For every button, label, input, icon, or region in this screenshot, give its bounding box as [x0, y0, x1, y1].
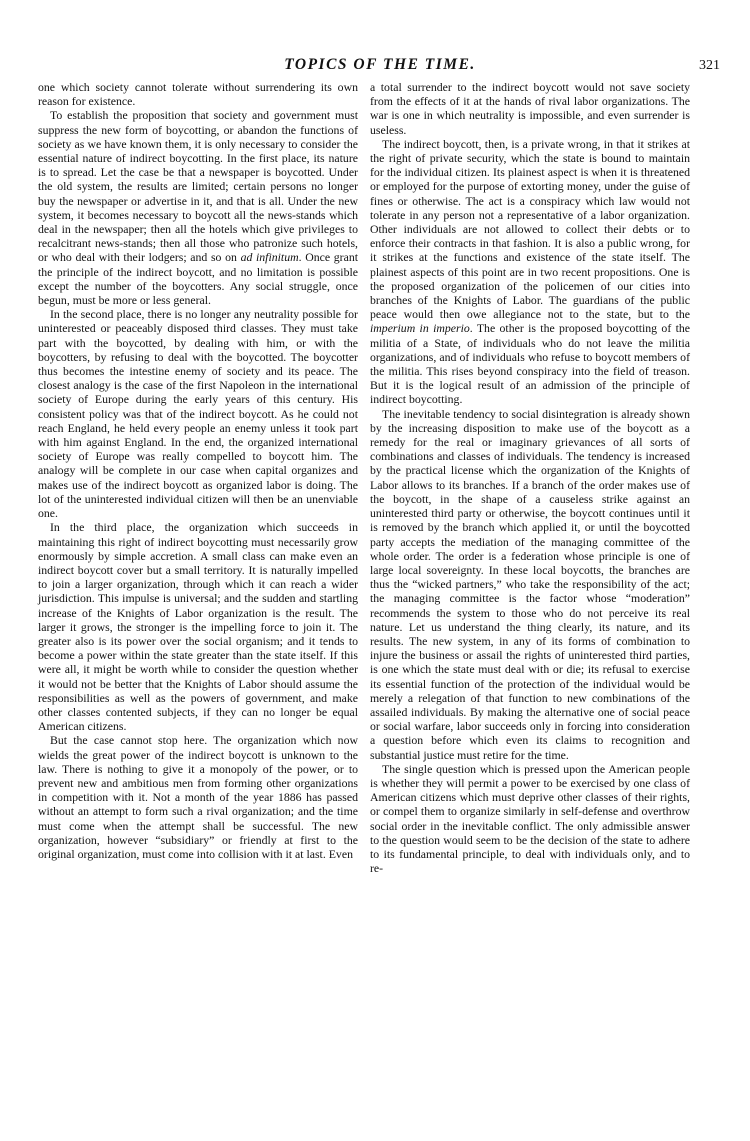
paragraph: a total surrender to the indirect boycott would not save society from the effects of it at the hands of rival labor organizations. The war is one in which neutrality is impossible, and even surrender is useless. — [370, 80, 690, 137]
text-run: To establish the proposition that society and government must suppress the new form of boycotting, or abandon the functions of society as we have known them, it is only necessary to consider the essential nature of indirect boycotting. In the first place, its nature is to spread. Let the case be that a newspaper is boycotted. Under the old system, the results are limited; certain persons no longer buy the newspaper or advertise in it, and that is all. Under the new system, it becomes necessary to boycott all the news-stands which deal in the newspaper; then all the hotels which give privileges to recalcitrant news-stands; then all those who patronize such hotels, or who deal with their lodgers; and so on — [38, 108, 358, 265]
paragraph — [370, 137, 690, 407]
running-title: TOPICS OF THE TIME. — [284, 56, 476, 73]
italic-phrase: imperium in imperio — [370, 321, 470, 336]
paragraph: The inevitable tendency to social disintegration is already shown by the increasing disposition to make use of the boycott as a remedy for the real or imaginary grievances of all sorts of combinations and classes of individuals. The tendency is increased by the practical license which the organization of the Knights of Labor allows to its branches. If a branch of the order makes use of the boycott, in the shape of a causeless strike against an uninterested third party or otherwise, the boycott continues until it is removed by the branch which applied it, or until the boycotted party accepts the mediation of the managing committee of the whole order. The order is a federation whose principle is one of large local sovereignty. In these local boycotts, the branches are thus the “wicked partners,” who take the responsibility of the act; the managing committee is the factor whose “moderation” recommends the system to those who do not perceive its real nature. Let us understand the thing clearly, its nature, and its results. The new system, in any of its forms of combination to injure the business or assail the rights of uninterested third parties, is one which the state must deal with or die; its refusal to exercise its essential function of the protection of the individual would be merely a relegation of that function to new combinations of the assailed individuals. By making the alternative one of social peace or social warfare, labor succeeds only in forcing into consideration a question before which even its claims to recognition and substantial justice must retire for the time. — [370, 406, 690, 762]
paragraph: one which society cannot tolerate without surrendering its own reason for existence. — [38, 80, 358, 109]
text-run: . The other is the proposed boycotting of the militia of a State, of individuals who do not leave the militia organizations, and of individuals who refuse to boycott members of the militia. This rises beyond conspiracy into the field of treason. But it is the logical result of an admission of the principle of indirect boycotting. — [370, 321, 690, 407]
paragraph — [38, 108, 358, 307]
right-column — [370, 80, 690, 875]
page-header — [40, 56, 720, 76]
left-column — [38, 80, 358, 861]
text-run: . Once grant the principle of the indirect boycott, and no limitation is possible except the number of the boycotters. Any social struggle, once begun, must be more or less general. — [38, 250, 359, 308]
paragraph: But the case cannot stop here. The organization which now wields the great power of the indirect boycott is unknown to the law. There is nothing to give it a monopoly of the power, or to prevent new and ambitious men from forming other organizations in competition with it. Not a month of the year 1886 has passed without an attempt to form such a rival organization; and the time must come when the attempt shall be successful. The new organization, however “subsidiary” or friendly at first to the original organization, must come into collision with it at last. Even — [38, 733, 358, 861]
paragraph: The single question which is pressed upon the American people is whether they will permit a power to be exercised by one class of American citizens which must deprive other classes of their rights, or compel them to organize similarly in self-defense and overthrow social order in the inevitable conflict. The only admissible answer to the question would seem to be the decision of the state to adhere to its fundamental principle, to deal with individuals only, and to re- — [370, 761, 690, 876]
text-run: The indirect boycott, then, is a private wrong, in that it strikes at the right of private security, which the state is bound to maintain for the individual citizen. Its plainest aspect is when it is threatened or employed for the purpose of extorting money, under the guise of fines or otherwise. The act is a conspiracy which law would not tolerate in any person not a representative of a labor organization. Other individuals are not allowed to collect their debts or to enforce their contracts in that fashion. It is also a public wrong, for it strikes at the functions and existence of the state itself. The plainest aspects of this point are in two recent propositions. One is the proposed organization of the policemen of our cities into branches of the Knights of Labor. The guardians of the public peace would then owe allegiance not to the state, but to the — [370, 136, 690, 322]
italic-phrase: ad infinitum — [240, 250, 299, 265]
page-number: 321 — [699, 58, 720, 73]
paragraph: In the second place, there is no longer any neutrality possible for uninterested or peaceably disposed third classes. They must take part with the boycotted, by dealing with him, or with the boycotters, by refusing to deal with the boycotted. The boycotter thus becomes the intestine enemy of society and its peace. The closest analogy is the case of the first Napoleon in the international society of Europe during the early years of this century. His consistent policy was that of the indirect boycott. As he could not reach England, he held every people an enemy unless it took part with him against England. In the end, the organized international society of Europe was really compelled to boycott him. The analogy will be complete in our case when capital organizes and makes use of the indirect boycott as organized labor is doing. The lot of the uninterested individual citizen will then be an unenviable one. — [38, 307, 358, 521]
paragraph: In the third place, the organization which succeeds in maintaining this right of indirect boycotting must necessarily grow enormously by simple accretion. A small class can make even an indirect boycott cover but a small territory. It is naturally impelled to join a larger organization, through which it can reach a wider jurisdiction. This impulse is universal; and the sudden and startling increase of the Knights of Labor organization is the result. The larger it grows, the stronger is the impelling force to join it. The greater also is its power over the social organism; and it tends to become a power within the state greater than the state itself. If this were all, it might be worth while to consider the question whether it would not be better that the Knights of Labor should assume the responsibilities as well as the powers of government, and make other classes contented subjects, if they can no longer be equal American citizens. — [38, 520, 358, 734]
